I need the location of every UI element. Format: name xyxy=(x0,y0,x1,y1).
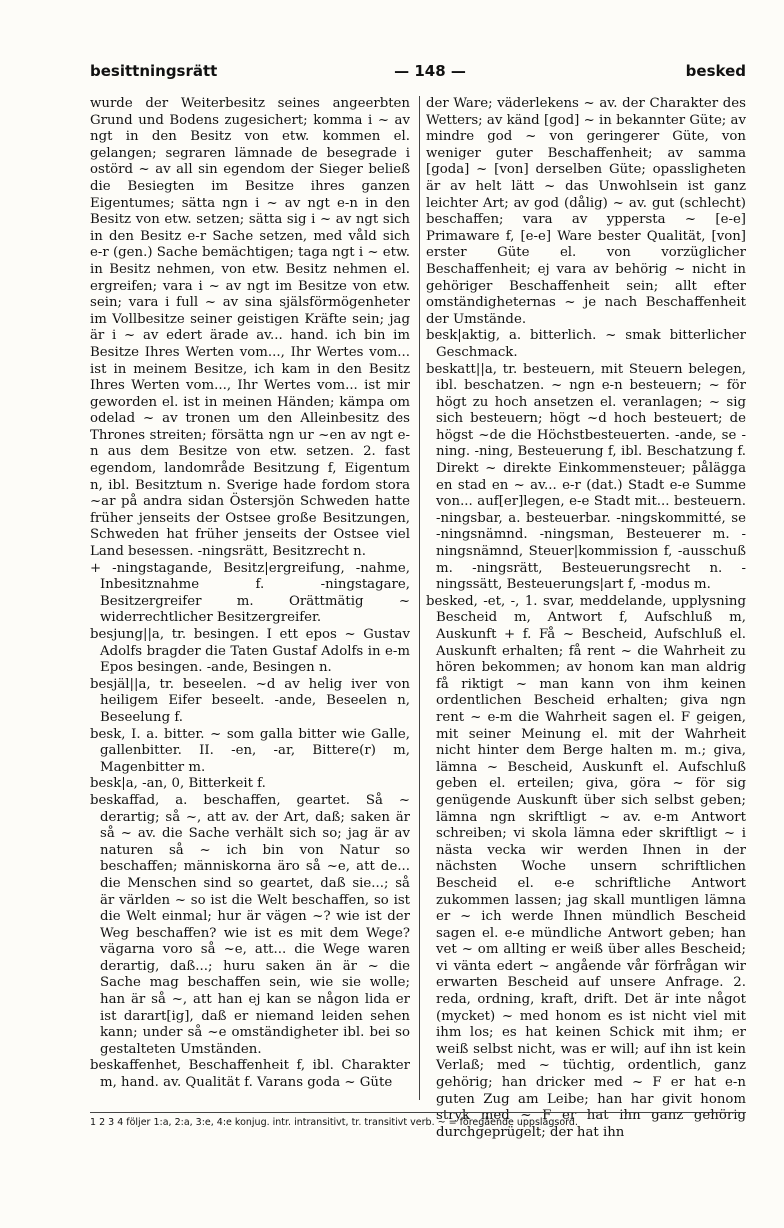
entry-paragraph: besk|a, -an, 0, Bitterkeit f. xyxy=(90,776,266,792)
footnote-legend: 1 2 3 4 följer 1:a, 2:a, 3:e, 4:e konjug. intr. intransitivt, tr. transitivt verb. ~ = föregående uppslagsord. xyxy=(90,1112,746,1139)
entry-paragraph: der Ware; väderlekens ~ av. der Charakter des Wetters; av känd [god] ~ in bekannter Güte; av mindre god ~ von geringerer Güte, von weniger guter Beschaffenheit; av samma [goda] ~ [von] derselben Güte; opassligheten är av helt lätt ~ das Unwohlsein ist ganz leichter Art; av god (dålig) ~ av. gut (schlecht) beschaffen; vara av yppersta ~ [e-e] Primaware f, [e-e] Ware bester Qualität, [von] erster Güte el. von vorzüglicher Beschaffenheit; ej vara av behörig ~ nicht in gehöriger Beschaffenheit sein; allt efter omständigheternas ~ je nach Beschaffenheit der Umstände. xyxy=(426,96,746,327)
entry-paragraph: beskatt||a, tr. besteuern, mit Steuern belegen, ibl. beschatzen. ~ ngn e-n besteuern; ~ för högt zu hoch ansetzen el. veranlagen; ~ sig sich besteuern; högt ~d hoch besteuert; de högst ~de die Höchstbesteuerten. -ande, se -ning. -ning, Besteuerung f, ibl. Beschatzung f. Direkt ~ direkte Einkommensteuer; pålägga en stad en ~ av... e-r (dat.) Stadt e-e Summe von... auf[er]legen, e-e Stadt mit... besteuern. -ningsbar, a. besteuerbar. -ningskommitté, se -ningsnämnd. -ningsman, Besteuerer m. -ningsnämnd, Steuer|kommission f, -ausschuß m. -ningsrätt, Besteuerungsrecht n. -ningssätt, Besteuerungs|art f, -modus m. xyxy=(426,361,746,593)
page-header xyxy=(90,62,746,84)
entry-paragraph: besk|aktig, a. bitterlich. ~ smak bitterlicher Geschmack. xyxy=(426,328,746,360)
entry-paragraph: wurde der Weiterbesitz seines angeerbten Grund und Bodens zugesichert; komma i ~ av ngt in den Besitz von etw. kommen el. gelangen; segraren lämnade de besegrade i ostörd ~ av all sin egendom der Sieger beließ die Besiegten im Besitze ihres ganzen Eigentumes; sätta ngn i ~ av ngt e-n in den Besitz von etw. setzen; sätta sig i ~ av ngt sich in den Besitz e-r Sache setzen, med våld sich e-r (gen.) Sache bemächtigen; taga ngt i ~ etw. in Besitz nehmen, von etw. Besitz nehmen el. ergreifen; vara i ~ av ngt im Besitze von etw. sein; vara i full ~ av sina själsförmögenheter im Vollbesitze seiner geistigen Kräfte sein; jag är i ~ av edert ärade av... hand. ich bin im Besitze Ihres Werten vom..., Ihr Wertes vom... ist in meinem Besitze, ich kam in den Besitz Ihres Werten vom..., Ihr Wertes vom... ist mir geworden el. ist in meinen Händen; kämpa om odelad ~ av tronen um den Alleinbesitz des Thrones streiten; försätta ngn ur ~en av ngt e-n aus dem Besitze von etw. setzen. 2. fast egendom, landområde Besitzung f, Eigentum n, ibl. Besitztum n. Sverige hade fordom stora ~ar på andra sidan Östersjön Schweden hatte früher jenseits der Ostsee große Besitzungen, Schweden hat früher jenseits der Ostsee viel Land besessen. -ningsrätt, Besitzrecht n. xyxy=(90,96,410,560)
left-column xyxy=(90,96,410,1100)
page-number: — 148 — xyxy=(394,62,466,80)
left-headword: besittningsrätt xyxy=(90,62,218,80)
right-headword: besked xyxy=(685,62,746,80)
entry-paragraph: besjäl||a, tr. beseelen. ~d av helig iver von heiligem Eifer beseelt. -ande, Beseelen n, Beseelung f. xyxy=(90,676,410,725)
entry-paragraph: + -ningstagande, Besitz|ergreifung, -nahme, Inbesitznahme f. -ningstagare, Besitzergreifer m. Orättmätig ~ widerrechtlicher Besitzergreifer. xyxy=(90,560,410,626)
column-divider xyxy=(419,96,420,1100)
right-column xyxy=(426,96,746,1140)
entry-paragraph: besjung||a, tr. besingen. I ett epos ~ Gustav Adolfs bragder die Taten Gustaf Adolfs in e-m Epos besingen. -ande, Besingen n. xyxy=(90,627,410,676)
entry-paragraph: beskaffenhet, Beschaffenheit f, ibl. Charakter m, hand. av. Qualität f. Varans goda ~ Güte xyxy=(90,1058,410,1091)
entry-paragraph: besk, I. a. bitter. ~ som galla bitter wie Galle, gallenbitter. II. -en, -ar, Bittere(r) m, Magenbitter m. xyxy=(90,726,410,775)
entry-paragraph: besked, -et, -, 1. svar, meddelande, upplysning Bescheid m, Antwort f, Aufschluß m, Auskunft + f. Få ~ Bescheid, Aufschluß el. Auskunft erhalten; få rent ~ die Wahrheit zu hören bekommen; av honom kan man aldrig få riktigt ~ man kann von ihm keinen ordentlichen Bescheid erhalten; giva ngn rent ~ e-m die Wahrheit sagen el. F geigen, mit seiner Meinung el. mit der Wahrheit nicht hinter dem Berge halten m. m.; giva, lämna ~ Bescheid, Auskunft el. Aufschluß geben el. erteilen; giva, göra ~ för sig genügende Auskunft über sich selbst geben; lämna ngn skriftligt ~ av. e-m Antwort schreiben; vi skola lämna eder skriftligt ~ i nästa vecka wir werden Ihnen in der nächsten Woche unsern schriftlichen Bescheid el. e-e schriftliche Antwort zukommen lassen; jag skall muntligen lämna er ~ ich werde Ihnen mündlich Bescheid sagen el. e-e mündliche Antwort geben; han vet ~ om allting er weiß über alles Bescheid; vi vänta edert ~ angående vår förfrågan wir erwarten Bescheid auf unsere Anfrage. 2. reda, ordning, kraft, drift. Det är inte något (mycket) ~ med honom es ist nicht viel mit ihm los; es hat keinen Schick mit ihm; er weiß selbst nicht, was er will; auf ihn ist kein Verlaß; med ~ tüchtig, ordentlich, ganz gehörig; han dricker med ~ F er hat e-n guten Zug am Leibe; han har givit honom stryk med ~ F er hat ihn ganz gehörig durchgeprügelt; der hat ihn xyxy=(426,593,746,1140)
entry-paragraph: beskaffad, a. beschaffen, geartet. Så ~ derartig; så ~, att av. der Art, daß; saken är så ~ av. die Sache verhält sich so; jag är av naturen så ~ ich bin von Natur so beschaffen; människorna äro så ~e, att de... die Menschen sind so geartet, daß sie...; så är världen ~ so ist die Welt beschaffen, so ist die Welt einmal; hur är vägen ~? wie ist der Weg beschaffen? wie ist es mit dem Wege? vägarna voro så ~e, att... die Wege waren derartig, daß...; huru saken än är ~ die Sache mag beschaffen sein, wie sie wolle; han är så ~, att han ej kan se någon lida er ist darart[ig], daß er niemand leiden sehen kann; under så ~e omständigheter ibl. bei so gestalteten Umständen. xyxy=(90,792,410,1057)
